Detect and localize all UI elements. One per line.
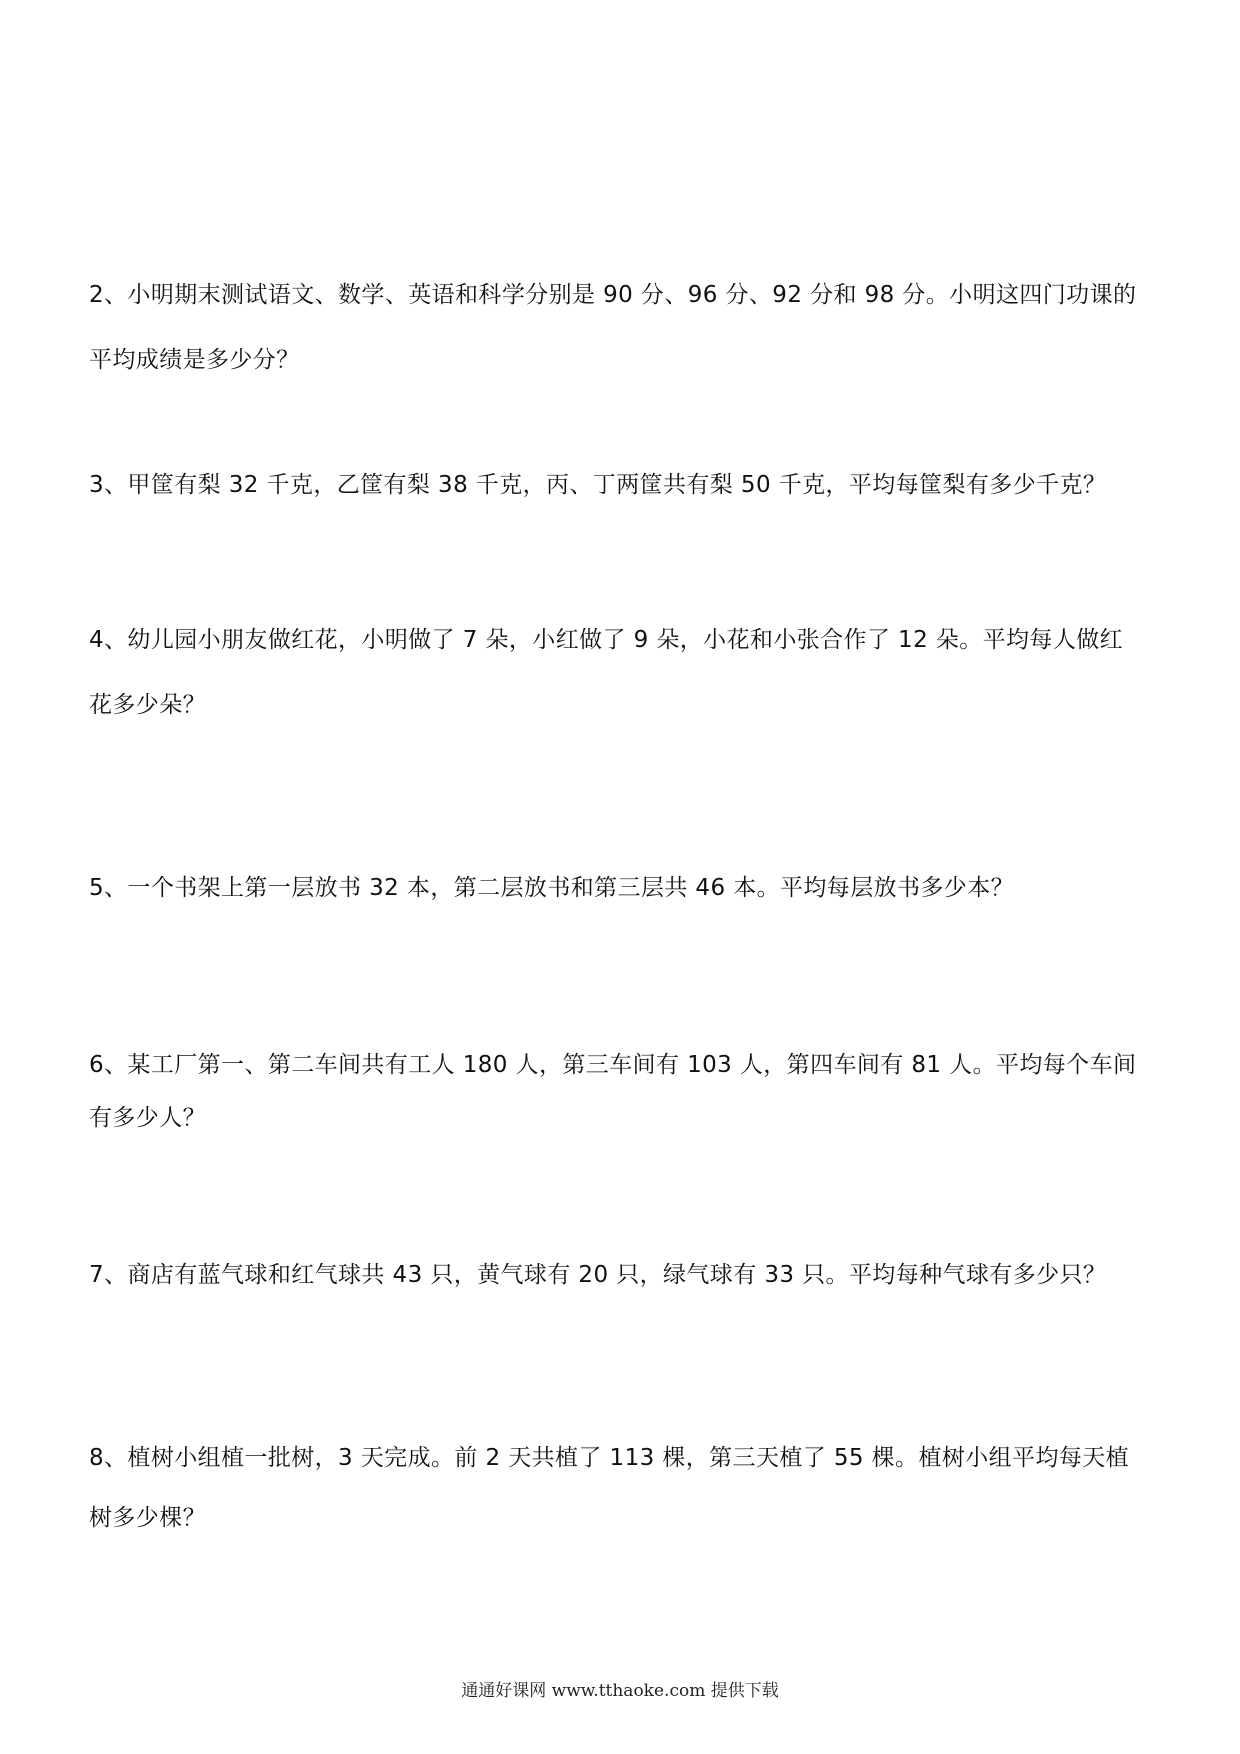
question-5-line-1: 5、一个书架上第一层放书 32 本，第二层放书和第三层共 46 本。平均每层放书多少本？: [89, 875, 1015, 901]
question-4-line-1: 4、幼儿园小朋友做红花，小明做了 7 朵，小红做了 9 朵，小花和小张合作了 12 朵。平均每人做红: [89, 627, 1124, 653]
question-7-line-1: 7、商店有蓝气球和红气球共 43 只，黄气球有 20 只，绿气球有 33 只。平均每种气球有多少只？: [89, 1262, 1107, 1288]
question-2-line-1: 2、小明期末测试语文、数学、英语和科学分别是 90 分、96 分、92 分和 98 分。小明这四门功课的: [89, 282, 1137, 308]
footer-credit: 通通好课网 www.tthaoke.com 提供下载: [461, 1681, 779, 1701]
question-6-line-2: 有多少人？: [89, 1105, 206, 1131]
question-4-line-2: 花多少朵？: [89, 692, 206, 718]
question-3-line-1: 3、甲筐有梨 32 千克，乙筐有梨 38 千克，丙、丁两筐共有梨 50 千克，平均每筐梨有多少千克？: [89, 472, 1107, 498]
question-6-line-1: 6、某工厂第一、第二车间共有工人 180 人，第三车间有 103 人，第四车间有 81 人。平均每个车间: [89, 1052, 1137, 1078]
question-8-line-2: 树多少棵？: [89, 1505, 206, 1531]
question-2-line-2: 平均成绩是多少分？: [89, 347, 300, 373]
question-8-line-1: 8、植树小组植一批树，3 天完成。前 2 天共植了 113 棵，第三天植了 55 棵。植树小组平均每天植: [89, 1445, 1130, 1471]
